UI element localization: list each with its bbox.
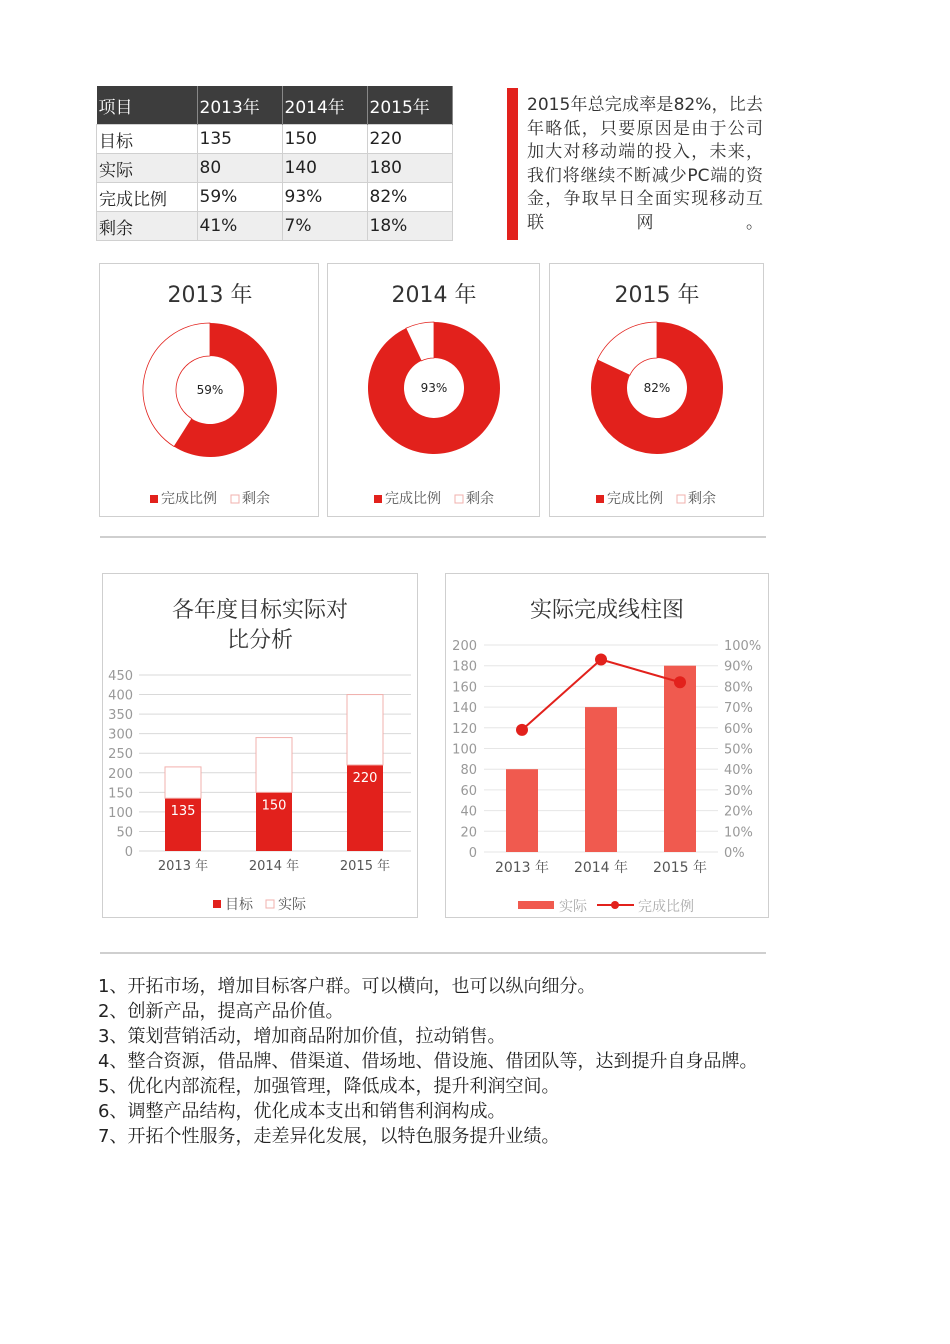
completion-point [674, 676, 686, 688]
target-actual-bar-chart [103, 574, 417, 917]
legend-swatch-remaining [231, 495, 239, 503]
bar-actual [165, 767, 201, 798]
completion-point [516, 724, 528, 736]
x-tick-label: 2014 年 [248, 859, 300, 874]
bar-actual [506, 769, 538, 852]
donut-center-label: 59% [196, 383, 224, 397]
donut-center-label: 82% [643, 381, 671, 395]
y2-tick-label: 100% [724, 639, 762, 654]
legend-label-completion: 完成比例 [607, 491, 663, 507]
table-cell: 93% [282, 183, 367, 212]
donut-card-2015 [549, 263, 764, 517]
donut-chart-2015 [550, 264, 763, 516]
y2-tick-label: 20% [724, 804, 753, 820]
legend-label-completion: 完成比例 [161, 491, 217, 507]
legend-label-completion: 完成比例 [638, 899, 694, 915]
y2-tick-label: 80% [724, 680, 753, 696]
table-row [97, 154, 453, 183]
legend-swatch-remaining [677, 495, 685, 503]
bar-actual [664, 666, 696, 852]
legend-label-remaining: 剩余 [688, 491, 716, 507]
y-tick-label: 40 [460, 804, 477, 820]
table-cell: 完成比例 [97, 183, 198, 212]
table-cell: 18% [367, 212, 452, 241]
legend-label-actual: 实际 [278, 897, 306, 913]
table-cell: 41% [197, 212, 282, 241]
y-tick-label: 180 [452, 659, 477, 675]
table-cell: 180 [367, 154, 452, 183]
table-cell: 剩余 [97, 212, 198, 241]
legend-swatch-completion [150, 495, 158, 503]
y2-tick-label: 50% [724, 742, 753, 758]
donut-card-2014 [327, 263, 540, 517]
legend-swatch-remaining [455, 495, 463, 503]
chart-title: 实际完成线柱图 [529, 598, 685, 623]
donut-card-2013 [99, 263, 319, 517]
summary-note: 2015年总完成率是82%，比去年略低，只要原因是由于公司加大对移动端的投入，未来，我们将继续不断减少PC端的资金，争取早日全面实现移动互联网。 [527, 95, 763, 233]
x-tick-label: 2013 年 [494, 860, 550, 876]
donut-chart-2014 [328, 264, 539, 516]
y-tick-label: 300 [108, 727, 133, 743]
table-cell: 150 [282, 125, 367, 154]
donut-title: 2014 年 [391, 283, 477, 308]
y2-tick-label: 10% [724, 825, 753, 841]
y-tick-label: 100 [108, 805, 133, 821]
bar-actual [585, 707, 617, 852]
list-item: 1、开拓市场，增加目标客户群。可以横向，也可以纵向细分。 [98, 976, 596, 997]
donut-title: 2015 年 [614, 283, 700, 308]
y-tick-label: 50 [116, 825, 133, 841]
legend-swatch-actual [518, 901, 554, 909]
table-row [97, 183, 453, 212]
y-tick-label: 450 [108, 669, 133, 684]
table-row [97, 125, 453, 154]
y-tick-label: 200 [452, 639, 477, 654]
conclusions-list [98, 974, 770, 1149]
table-cell: 59% [197, 183, 282, 212]
y2-tick-label: 60% [724, 721, 753, 737]
table-header-row [97, 86, 453, 125]
table-cell: 7% [282, 212, 367, 241]
bar-data-label: 135 [170, 804, 196, 820]
y-tick-label: 0 [468, 846, 477, 861]
list-item: 7、开拓个性服务，走差异化发展，以特色服务提升业绩。 [98, 1126, 560, 1147]
completion-point [595, 653, 607, 665]
y-tick-label: 60 [460, 783, 477, 799]
legend-label-remaining: 剩余 [466, 491, 494, 507]
bar-actual [256, 738, 292, 793]
table-cell: 82% [367, 183, 452, 212]
table-cell: 实际 [97, 154, 198, 183]
y-tick-label: 400 [108, 688, 133, 704]
table-cell: 220 [367, 125, 452, 154]
y-tick-label: 140 [452, 701, 477, 717]
y-tick-label: 250 [108, 747, 133, 763]
x-tick-label: 2015 年 [652, 860, 708, 876]
bar-data-label: 150 [261, 798, 287, 814]
x-tick-label: 2013 年 [157, 859, 209, 874]
y-tick-label: 100 [452, 742, 477, 758]
table-cell: 80 [197, 154, 282, 183]
legend-label-target: 目标 [225, 897, 253, 913]
table-header-cell: 2013年 [197, 86, 282, 125]
y-tick-label: 350 [108, 708, 133, 724]
x-tick-label: 2015 年 [339, 859, 391, 874]
table-header-cell: 项目 [97, 86, 198, 125]
donut-title: 2013 年 [167, 283, 253, 308]
chart-title: 比分析 [226, 628, 294, 653]
legend-swatch-actual [266, 900, 274, 908]
table-cell: 目标 [97, 125, 198, 154]
y-tick-label: 200 [108, 766, 133, 782]
table-header-cell: 2015年 [367, 86, 452, 125]
y-tick-label: 160 [452, 680, 477, 696]
table-row [97, 212, 453, 241]
legend-swatch-target [213, 900, 221, 908]
x-tick-label: 2014 年 [573, 860, 629, 876]
legend-swatch-completion-marker [611, 901, 619, 909]
y-tick-label: 150 [108, 786, 133, 802]
list-item: 3、策划营销活动，增加商品附加价值，拉动销售。 [98, 1026, 506, 1047]
legend-label-completion: 完成比例 [385, 491, 441, 507]
list-item: 6、调整产品结构，优化成本支出和销售利润构成。 [98, 1101, 506, 1122]
legend-label-remaining: 剩余 [242, 491, 270, 507]
list-item: 5、优化内部流程，加强管理，降低成本，提升利润空间。 [98, 1076, 560, 1097]
y2-tick-label: 0% [724, 846, 745, 861]
y2-tick-label: 90% [724, 659, 753, 675]
table-cell: 135 [197, 125, 282, 154]
y2-tick-label: 30% [724, 783, 753, 799]
actual-completion-combo-chart [446, 574, 768, 917]
donut-center-label: 93% [420, 381, 448, 395]
table-header-cell: 2014年 [282, 86, 367, 125]
summary-table [96, 86, 453, 241]
target-actual-chart-card [102, 573, 418, 918]
list-item: 2、创新产品，提高产品价值。 [98, 1001, 344, 1022]
y-tick-label: 120 [452, 721, 477, 737]
y2-tick-label: 70% [724, 701, 753, 717]
y-tick-label: 0 [124, 845, 133, 860]
note-accent-bar [507, 88, 518, 240]
divider [100, 952, 766, 954]
y-tick-label: 80 [460, 763, 477, 779]
legend-swatch-completion [596, 495, 604, 503]
chart-title: 各年度目标实际对 [171, 598, 349, 623]
donut-chart-2013 [100, 264, 318, 516]
legend-label-actual: 实际 [559, 899, 587, 915]
y-tick-label: 20 [460, 825, 477, 841]
bar-data-label: 220 [352, 770, 378, 786]
y2-tick-label: 40% [724, 763, 753, 779]
table-cell: 140 [282, 154, 367, 183]
legend-swatch-completion [374, 495, 382, 503]
list-item: 4、整合资源，借品牌、借渠道、借场地、借设施、借团队等，达到提升自身品牌。 [98, 1051, 758, 1072]
bar-actual [347, 695, 383, 765]
divider [100, 536, 766, 538]
actual-combo-chart-card [445, 573, 769, 918]
